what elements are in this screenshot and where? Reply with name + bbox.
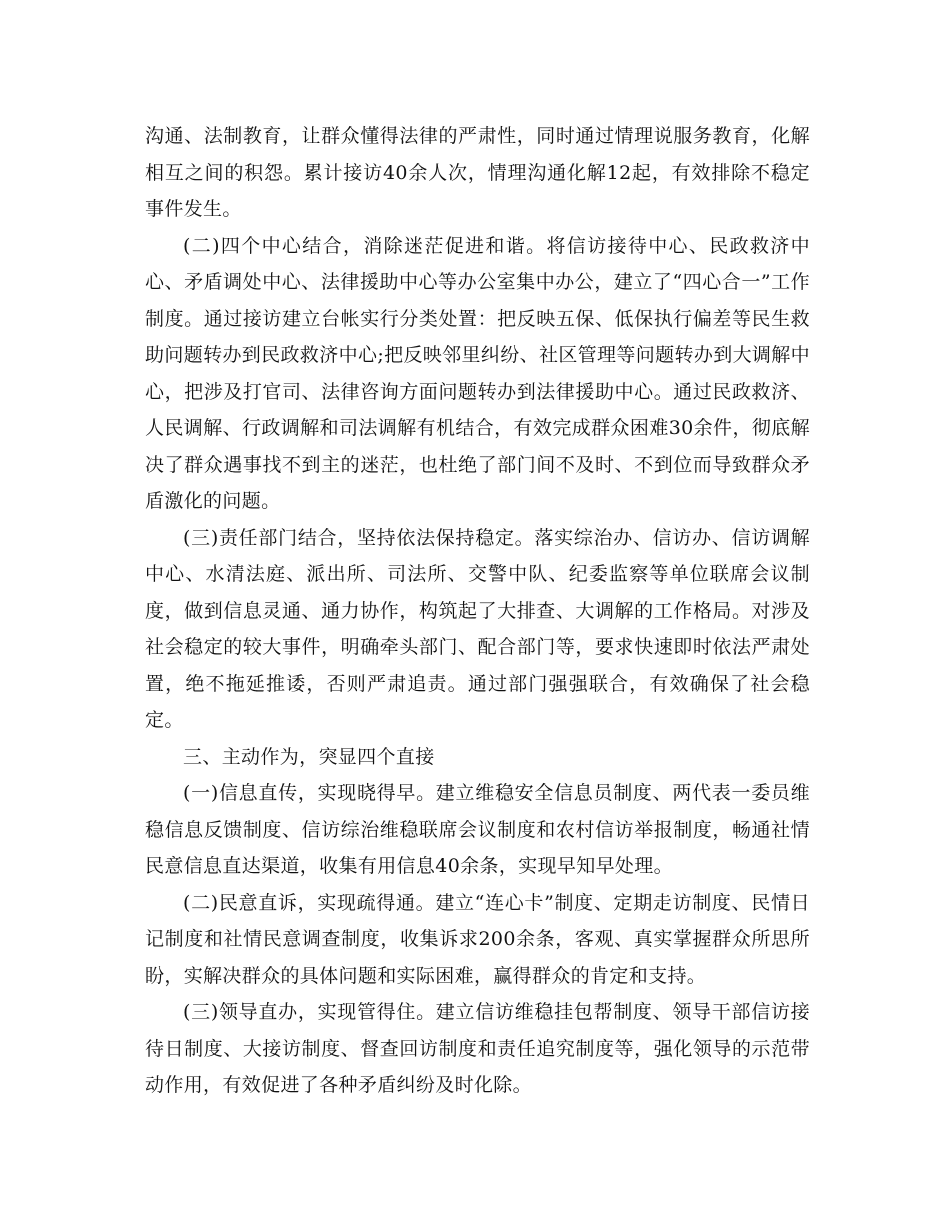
paragraph-responsible-departments: (三)责任部门结合，坚持依法保持稳定。落实综治办、信访办、信访调解中心、水清法庭、派出所、司法所、交警中队、纪委监察等单位联席会议制度，做到信息灵通、通力协作，构筑起了大排查、大调解的工作格局。对涉及社会稳定的较大事件，明确牵头部门、配合部门等，要求快速即时依法严肃处置，绝不拖延推诿，否则严肃追责。通过部门强强联合，有效确保了社会稳定。 (145, 526, 810, 731)
paragraph-continuation: 沟通、法制教育，让群众懂得法律的严肃性，同时通过情理说服务教育，化解相互之间的积怨。累计接访40余人次，情理沟通化解12起，有效排除不稳定事件发生。 (145, 125, 810, 220)
section-heading-three: 三、主动作为，突显四个直接 (183, 745, 435, 768)
paragraph-leadership-direct: (三)领导直办，实现管得住。建立信访维稳挂包帮制度、领导干部信访接待日制度、大接访制度、督查回访制度和责任追究制度等，强化领导的示范带动作用，有效促进了各种矛盾纠纷及时化除。 (145, 1001, 810, 1096)
paragraph-information-direct: (一)信息直传，实现晓得早。建立维稳安全信息员制度、两代表一委员维稳信息反馈制度、信访综治维稳联席会议制度和农村信访举报制度，畅通社情民意信息直达渠道，收集有用信息40余条，实现早知早处理。 (145, 782, 810, 877)
paragraph-public-opinion-direct: (二)民意直诉，实现疏得通。建立“连心卡”制度、定期走访制度、民情日记制度和社情民意调查制度，收集诉求200余条，客观、真实掌握群众所思所盼，实解决群众的具体问题和实际困难，赢得群众的肯定和支持。 (145, 891, 810, 987)
paragraph-four-centers: (二)四个中心结合，消除迷茫促进和谐。将信访接待中心、民政救济中心、矛盾调处中心、法律援助中心等办公室集中办公，建立了“四心合一”工作制度。通过接访建立台帐实行分类处置：把反映五保、低保执行偏差等民生救助问题转办到民政救济中心;把反映邻里纠纷、社区管理等问题转办到大调解中心，把涉及打官司、法律咨询方面问题转办到法律援助中心。通过民政救济、人民调解、行政调解和司法调解有机结合，有效完成群众困难30余件，彻底解决了群众遇事找不到主的迷茫，也杜绝了部门间不及时、不到位而导致群众矛盾激化的问题。 (145, 234, 810, 512)
document-body (145, 118, 810, 1104)
